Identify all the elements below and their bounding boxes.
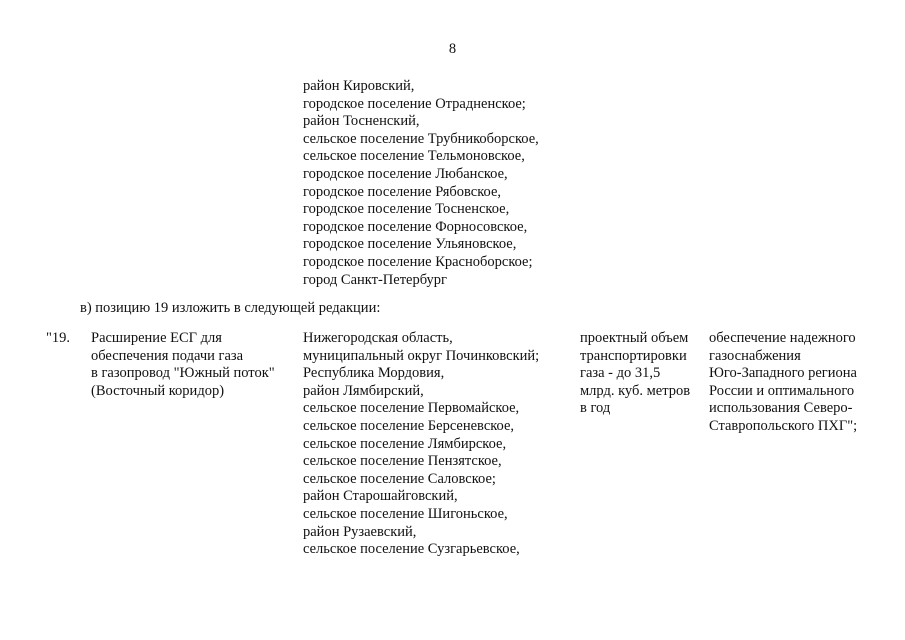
location-line: Нижегородская область, (303, 330, 453, 346)
location-line: сельское поселение Тельмоновское, (303, 148, 525, 165)
description-line: обеспечения подачи газа (91, 347, 244, 364)
position-parameters (580, 330, 705, 418)
position-location (303, 330, 578, 559)
amendment-instruction: в) позицию 19 изложить в следующей редакции: (80, 300, 381, 316)
location-line: район Старошайговский, (303, 488, 458, 505)
location-line: городское поселение Красноборское; (303, 253, 533, 270)
location-line: городское поселение Любанское, (303, 165, 508, 182)
page-number: 8 (448, 41, 457, 57)
location-line: городское поселение Отрадненское; (303, 95, 526, 112)
purpose-line: России и оптимального (709, 382, 855, 399)
location-line: сельское поселение Шигоньское, (303, 505, 508, 522)
location-line: сельское поселение Саловское; (303, 470, 496, 487)
location-line: сельское поселение Первомайское, (303, 400, 520, 417)
description-line: Расширение ЕСГ для (91, 330, 222, 346)
location-line: городское поселение Тосненское, (303, 201, 510, 218)
position-purpose (709, 330, 889, 436)
location-line: муниципальный округ Починковский; (303, 347, 540, 364)
location-line: городское поселение Форносовское, (303, 218, 528, 235)
parameter-line: газа - до 31,5 (580, 365, 661, 382)
location-line: сельское поселение Трубникоборское, (303, 130, 539, 147)
position-description (91, 330, 296, 400)
parameter-line: в год (580, 400, 611, 417)
description-line: в газопровод "Южный поток" (91, 365, 275, 382)
location-line: район Лямбирский, (303, 382, 424, 399)
purpose-line: Ставропольского ПХГ"; (709, 417, 858, 434)
location-line: город Санкт-Петербург (303, 271, 448, 288)
purpose-line: газоснабжения (709, 347, 801, 364)
location-line: сельское поселение Сузгарьевское, (303, 541, 520, 558)
location-line: сельское поселение Берсеневское, (303, 417, 515, 434)
purpose-line: обеспечение надежного (709, 330, 856, 346)
description-line: (Восточный коридор) (91, 382, 225, 399)
location-line: сельское поселение Пензятское, (303, 453, 502, 470)
position-number-text: "19. (46, 330, 71, 346)
continued-location-list (303, 78, 643, 289)
parameter-line: млрд. куб. метров (580, 382, 691, 399)
parameter-line: проектный объем (580, 330, 689, 346)
purpose-line: использования Северо- (709, 400, 853, 417)
location-line: городское поселение Рябовское, (303, 183, 502, 200)
purpose-line: Юго-Западного региона (709, 365, 857, 382)
location-line: Республика Мордовия, (303, 365, 445, 382)
location-line: сельское поселение Лямбирское, (303, 435, 507, 452)
location-line: городское поселение Ульяновское, (303, 236, 517, 253)
location-line: район Тосненский, (303, 113, 420, 130)
location-line: район Рузаевский, (303, 523, 417, 540)
location-line: район Кировский, (303, 78, 415, 94)
parameter-line: транспортировки (580, 347, 687, 364)
position-number (46, 330, 86, 348)
